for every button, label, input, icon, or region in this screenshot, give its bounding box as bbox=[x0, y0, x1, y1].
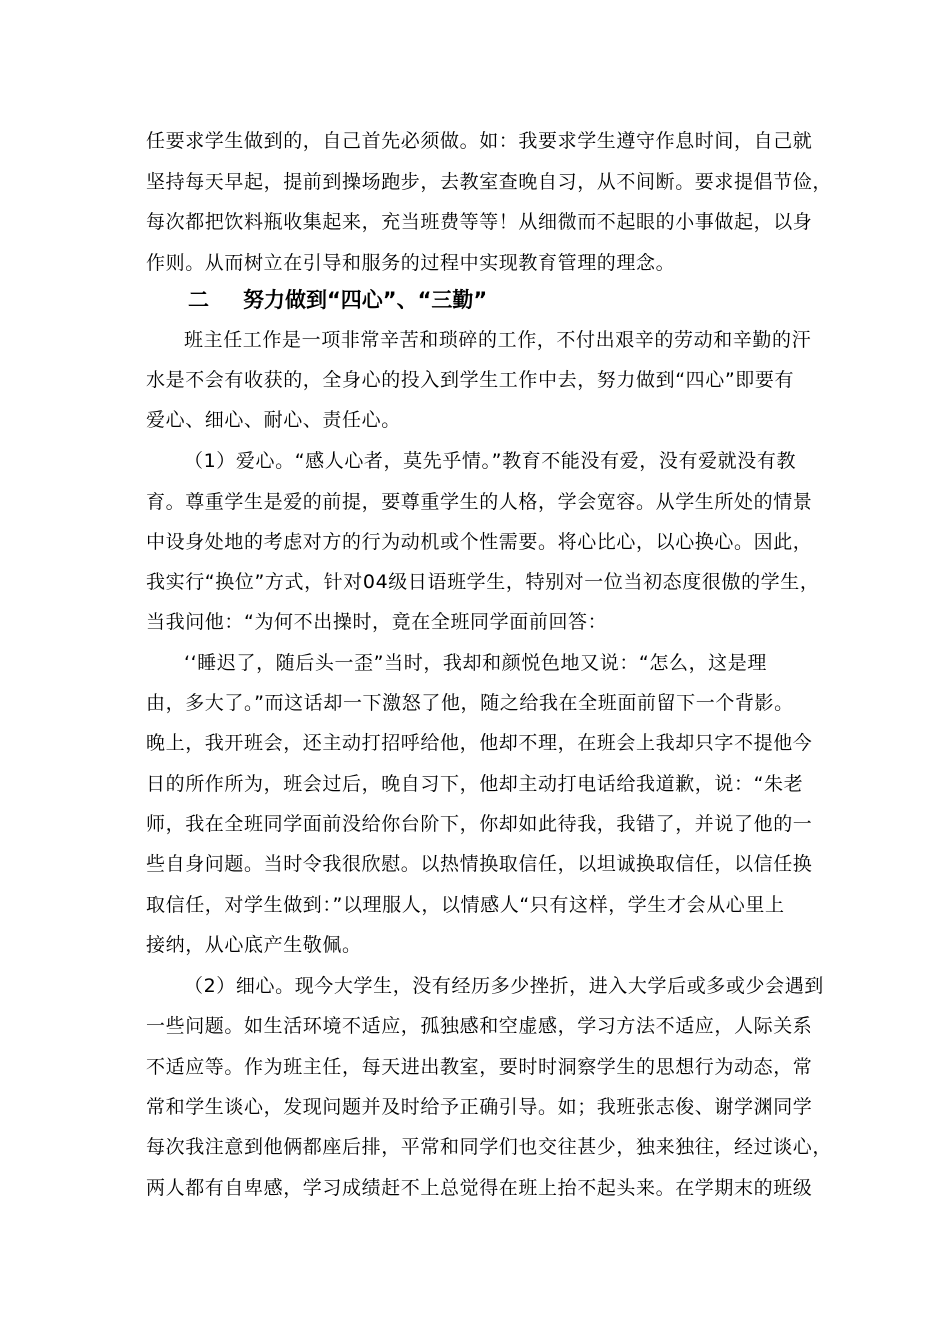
text-line: 师，我在全班同学面前没给你台阶下，你却如此待我，我错了，并说了他的一 bbox=[146, 813, 813, 835]
text-line: 由，多大了。”而这话却一下激怒了他，随之给我在全班面前留下一个背影。 bbox=[146, 692, 794, 714]
text-line: 日的所作所为，班会过后，晚自习下，他却主动打电话给我道歉，说：“朱老 bbox=[146, 773, 804, 795]
text-line: 爱心、细心、耐心、责任心。 bbox=[146, 409, 401, 431]
section-heading bbox=[188, 286, 688, 314]
text-line: 取信任，对学生做到：”以理服人，以情感人“只有这样，学生才会从心里上 bbox=[146, 894, 785, 916]
section-title: 努力做到“四心”、“三勤” bbox=[243, 288, 488, 312]
text-line: 常和学生谈心，发现问题并及时给予正确引导。如；我班张志俊、谢学渊同学 bbox=[146, 1096, 813, 1118]
text-line: 作则。从而树立在引导和服务的过程中实现教育管理的理念。 bbox=[146, 252, 676, 274]
text-line: 接纳，从心底产生敬佩。 bbox=[146, 934, 362, 956]
text-line: 两人都有自卑感，学习成绩赶不上总觉得在班上抬不起头来。在学期末的班级 bbox=[146, 1177, 813, 1199]
text-line: 任要求学生做到的，自己首先必须做。如：我要求学生遵守作息时间，自己就 bbox=[146, 130, 813, 152]
text-line: （2）细心。现今大学生，没有经历多少挫折，进入大学后或多或少会遇到 bbox=[184, 975, 824, 997]
section-number: 二 bbox=[188, 288, 209, 312]
text-line: 我实行“换位”方式，针对04级日语班学生，特别对一位当初态度很傲的学生， bbox=[146, 571, 820, 593]
text-line: ‘‘睡迟了，随后头一歪”当时，我却和颜悦色地又说：“怎么，这是理 bbox=[184, 652, 767, 674]
text-line: 当我问他：“为何不出操时，竟在全班同学面前回答： bbox=[146, 611, 608, 633]
text-line: 一些问题。如生活环境不适应，孤独感和空虚感，学习方法不适应，人际关系 bbox=[146, 1015, 813, 1037]
text-line: 些自身问题。当时令我很欣慰。以热情换取信任，以坦诚换取信任，以信任换 bbox=[146, 853, 813, 875]
text-line: 中设身处地的考虑对方的行为动机或个性需要。将心比心，以心换心。因此， bbox=[146, 531, 813, 553]
text-line: 育。尊重学生是爱的前提，要尊重学生的人格，学会宽容。从学生所处的情景 bbox=[146, 491, 813, 513]
text-line: 坚持每天早起，提前到操场跑步，去教室查晚自习，从不间断。要求提倡节俭， bbox=[146, 171, 833, 193]
text-line: （1）爱心。“感人心者，莫先乎情。”教育不能没有爱，没有爱就没有教 bbox=[184, 450, 797, 472]
text-line: 每次都把饮料瓶收集起来，充当班费等等！从细微而不起眼的小事做起，以身 bbox=[146, 211, 813, 233]
text-line: 晚上，我开班会，还主动打招呼给他，他却不理，在班会上我却只字不提他今 bbox=[146, 732, 813, 754]
text-line: 水是不会有收获的，全身心的投入到学生工作中去，努力做到“四心”即要有 bbox=[146, 369, 795, 391]
text-line: 每次我注意到他俩都座后排，平常和同学们也交往甚少，独来独往，经过谈心， bbox=[146, 1136, 833, 1158]
text-line: 不适应等。作为班主任，每天进出教室，要时时洞察学生的思想行为动态，常 bbox=[146, 1056, 813, 1078]
text-line: 班主任工作是一项非常辛苦和琐碎的工作，不付出艰辛的劳动和辛勤的汗 bbox=[184, 329, 812, 351]
